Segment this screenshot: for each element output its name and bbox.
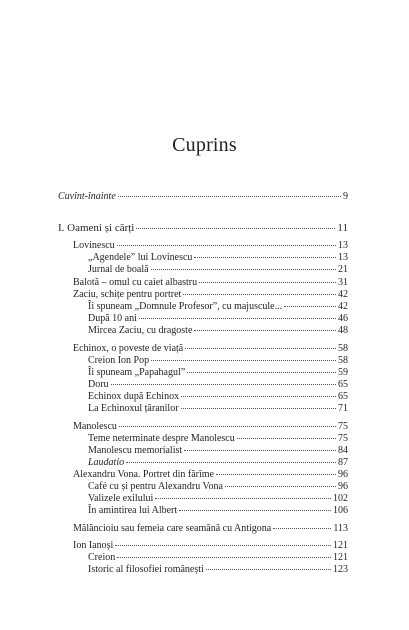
toc-entry-page: 48 <box>338 325 348 336</box>
toc-entry-label: Cuvînt-înainte <box>58 191 116 202</box>
toc-entry-page: 75 <box>338 433 348 444</box>
toc-entry-page: 106 <box>333 505 348 516</box>
toc-entry <box>73 240 348 252</box>
toc-entry-page: 96 <box>338 469 348 480</box>
dot-leader <box>199 282 336 283</box>
dot-leader <box>273 528 331 529</box>
toc-entry-page: 13 <box>338 240 348 251</box>
toc-entry-label: Laudatio <box>88 457 125 468</box>
toc-entry <box>88 301 348 313</box>
toc-entry <box>88 493 348 505</box>
toc-entry <box>88 445 348 457</box>
dot-leader <box>151 360 336 361</box>
dot-leader <box>187 372 336 373</box>
toc-entry-label: Echinox, o poveste de viață <box>73 343 184 354</box>
toc-entry-page: 42 <box>338 301 348 312</box>
dot-leader <box>155 498 331 499</box>
dot-leader <box>111 384 336 385</box>
dot-leader <box>206 569 331 570</box>
toc-entry-page: 42 <box>338 289 348 300</box>
dot-leader <box>225 486 336 487</box>
dot-leader <box>184 450 336 451</box>
toc-entry-label: Alexandru Vona. Portret din fărîme <box>73 469 214 480</box>
dot-leader <box>183 294 336 295</box>
toc-entry <box>88 252 348 264</box>
toc-entry-page: 121 <box>333 552 348 563</box>
dot-leader <box>237 438 336 439</box>
toc-entry-label: Mircea Zaciu, cu dragoste <box>88 325 193 336</box>
toc-entry-page: 121 <box>333 540 348 551</box>
toc-entry-label: La Echinoxul țăranilor <box>88 403 179 414</box>
dot-leader <box>118 196 341 197</box>
toc-entry-page: 65 <box>338 391 348 402</box>
toc-entry <box>88 481 348 493</box>
toc-entry-page: 46 <box>338 313 348 324</box>
dot-leader <box>151 269 336 270</box>
toc-entry-page: 21 <box>338 264 348 275</box>
dot-leader <box>181 408 336 409</box>
toc-entry-label: Îi spuneam „Papahagul” <box>88 367 186 378</box>
toc-entry-page: 9 <box>343 191 348 202</box>
toc-entry-page: 59 <box>338 367 348 378</box>
toc-entry-label: Îi spuneam „Domnule Profesor”, cu majuscule... <box>88 301 283 312</box>
toc-entry-page: 65 <box>338 379 348 390</box>
toc-entry-page: 84 <box>338 445 348 456</box>
dot-leader <box>216 474 336 475</box>
dot-leader <box>179 510 331 511</box>
toc-entry-label: Café cu și pentru Alexandru Vona <box>88 481 223 492</box>
dot-leader <box>194 257 336 258</box>
toc-entry-label: Creion Ion Pop <box>88 355 150 366</box>
toc-entry-page: 102 <box>333 493 348 504</box>
toc-entry <box>88 325 348 337</box>
toc-entry-label: Zaciu, schițe pentru portret <box>73 289 182 300</box>
toc-entry <box>88 391 348 403</box>
dot-leader <box>185 348 336 349</box>
toc-entry-page: 58 <box>338 355 348 366</box>
toc-entry-label: Manolescu memorialist <box>88 445 183 456</box>
dot-leader <box>117 557 331 558</box>
toc-entry <box>73 469 348 481</box>
toc-entry <box>88 403 348 415</box>
dot-leader <box>119 426 336 427</box>
toc-entry <box>88 264 348 276</box>
toc-entry-label: Doru <box>88 379 109 390</box>
dot-leader <box>126 462 336 463</box>
toc-entry-label: Teme neterminate despre Manolescu <box>88 433 235 444</box>
toc-entry-label: Jurnal de boală <box>88 264 149 275</box>
dot-leader <box>284 306 336 307</box>
toc-entry-page: 113 <box>333 523 348 534</box>
toc-entry-label: Balotă – omul cu caiet albastru <box>73 277 198 288</box>
toc-entry-page: 11 <box>337 222 348 234</box>
dot-leader <box>115 545 331 546</box>
toc-entry-label: Mălăncioiu sau femeia care seamănă cu Antigona <box>73 523 272 534</box>
toc-entry <box>73 289 348 301</box>
toc-entry <box>88 367 348 379</box>
toc-entry-label: Echinox după Echinox <box>88 391 180 402</box>
toc-entry-label: În amintirea lui Albert <box>88 505 178 516</box>
toc-entry <box>73 421 348 433</box>
dot-leader <box>117 245 336 246</box>
toc-entry-label: Manolescu <box>73 421 117 432</box>
dot-leader <box>194 330 336 331</box>
toc-entry <box>88 433 348 445</box>
toc-entry-label: Ion Ianoși <box>73 540 114 551</box>
toc-entry-label: I. Oameni și cărți <box>58 222 135 234</box>
toc-entry <box>73 540 348 552</box>
toc-entry-page: 96 <box>338 481 348 492</box>
toc-entry <box>58 222 348 234</box>
toc-entry-page: 13 <box>338 252 348 263</box>
toc-entry-label: „Agendele” lui Lovinescu <box>88 252 193 263</box>
toc-entry <box>88 457 348 469</box>
dot-leader <box>139 318 336 319</box>
toc-entry <box>88 505 348 517</box>
toc-entry-label: Valizele exilului <box>88 493 154 504</box>
toc-entry-page: 58 <box>338 343 348 354</box>
page-title: Cuprins <box>172 134 237 156</box>
toc-entry <box>73 343 348 355</box>
toc-entry <box>73 277 348 289</box>
toc-entry-page: 87 <box>338 457 348 468</box>
toc-entry-page: 31 <box>338 277 348 288</box>
toc-entry-label: Creion <box>88 552 116 563</box>
toc-entry <box>88 379 348 391</box>
toc-entry <box>88 313 348 325</box>
toc-entry-label: După 10 ani <box>88 313 137 324</box>
toc-entry <box>88 355 348 367</box>
dot-leader <box>181 396 336 397</box>
toc-entry <box>88 552 348 564</box>
toc-entry-page: 123 <box>333 564 348 575</box>
toc-entry-label: Lovinescu <box>73 240 115 251</box>
toc-entry-page: 75 <box>338 421 348 432</box>
toc-entry <box>58 191 348 203</box>
toc-entry <box>88 564 348 576</box>
toc-entry <box>73 523 348 535</box>
toc-entry-label: Istoric al filosofiei românești <box>88 564 204 575</box>
toc-entry-page: 71 <box>338 403 348 414</box>
dot-leader <box>136 228 335 229</box>
